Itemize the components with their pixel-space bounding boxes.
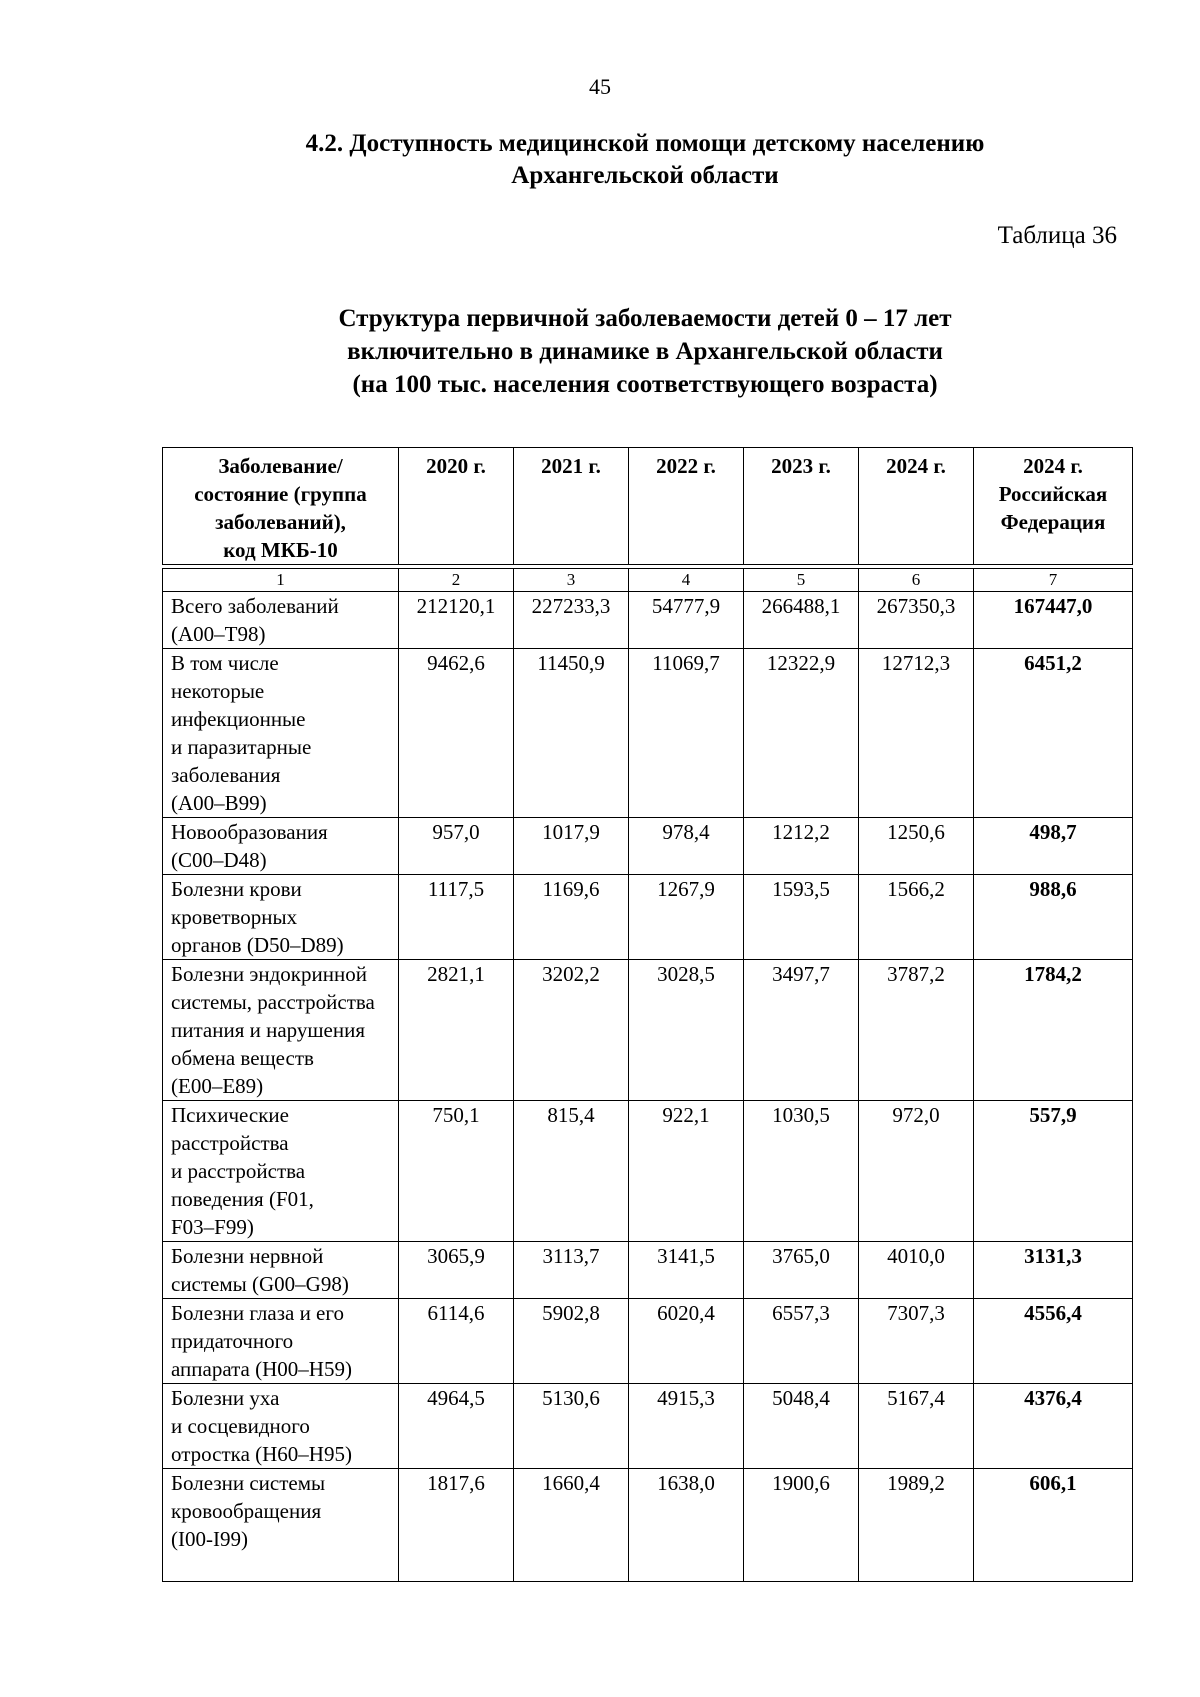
disease-name-line: Болезни нервной [171,1244,324,1268]
value-cell: 7307,3 [859,1299,974,1384]
header-rf-line: 2024 г. [1023,454,1083,478]
column-number: 4 [629,569,744,592]
disease-name-cell [163,1101,399,1242]
rf-value-cell: 3131,3 [974,1242,1133,1299]
disease-name-line: Болезни глаза и его [171,1301,344,1325]
value-cell: 1030,5 [744,1101,859,1242]
disease-name-line: расстройства [171,1131,289,1155]
disease-name-line: Болезни крови [171,877,302,901]
header-rf-line: Федерация [1000,510,1106,534]
value-cell: 750,1 [399,1101,514,1242]
disease-name-line: кровообращения [171,1499,322,1523]
header-2023: 2023 г. [744,448,859,565]
value-cell: 1900,6 [744,1469,859,1582]
rf-value-cell: 557,9 [974,1101,1133,1242]
disease-name-line: обмена веществ [171,1046,314,1070]
disease-name-line: придаточного [171,1329,294,1353]
disease-name-line: Психические [171,1103,289,1127]
value-cell: 12712,3 [859,649,974,818]
value-cell: 978,4 [629,818,744,875]
disease-name-line: заболевания [171,763,281,787]
table-header-row [163,448,1133,565]
header-2020: 2020 г. [399,448,514,565]
value-cell: 2821,1 [399,960,514,1101]
table-row [163,649,1133,818]
rf-value-cell: 606,1 [974,1469,1133,1582]
disease-name-line: (A00–T98) [171,622,266,646]
rf-value-cell: 4556,4 [974,1299,1133,1384]
column-number: 2 [399,569,514,592]
value-cell: 3065,9 [399,1242,514,1299]
value-cell: 1593,5 [744,875,859,960]
disease-name-cell [163,1299,399,1384]
value-cell: 1566,2 [859,875,974,960]
column-number: 6 [859,569,974,592]
column-number: 5 [744,569,859,592]
header-disease-line: состояние (группа [194,482,367,506]
disease-name-line: Болезни системы [171,1471,326,1495]
section-title-line: 4.2. Доступность медицинской помощи детскому населению [305,130,985,157]
value-cell: 11069,7 [629,649,744,818]
disease-name-line: (A00–B99) [171,791,267,815]
disease-name-cell [163,592,399,649]
disease-name-line: поведения (F01, [171,1187,314,1211]
value-cell: 11450,9 [514,649,629,818]
value-cell: 3497,7 [744,960,859,1101]
table-title-line: Структура первичной заболеваемости детей 0 – 17 лет [338,305,952,332]
value-cell: 1117,5 [399,875,514,960]
header-2022: 2022 г. [629,448,744,565]
table-row [163,818,1133,875]
value-cell: 815,4 [514,1101,629,1242]
value-cell: 4964,5 [399,1384,514,1469]
disease-name-cell [163,1384,399,1469]
value-cell: 266488,1 [744,592,859,649]
value-cell: 5167,4 [859,1384,974,1469]
table-title-line: включительно в динамике в Архангельской области [347,338,943,365]
value-cell: 1169,6 [514,875,629,960]
disease-name-cell [163,649,399,818]
value-cell: 1638,0 [629,1469,744,1582]
rf-value-cell: 988,6 [974,875,1133,960]
column-number: 7 [974,569,1133,592]
value-cell: 4010,0 [859,1242,974,1299]
column-number: 3 [514,569,629,592]
value-cell: 3141,5 [629,1242,744,1299]
table-row [163,875,1133,960]
header-2021: 2021 г. [514,448,629,565]
disease-name-line: (C00–D48) [171,848,267,872]
disease-name-line: инфекционные [171,707,306,731]
value-cell: 1250,6 [859,818,974,875]
column-number: 1 [163,569,399,592]
header-disease-line: Заболевание/ [218,454,343,478]
value-cell: 6557,3 [744,1299,859,1384]
value-cell: 3028,5 [629,960,744,1101]
value-cell: 972,0 [859,1101,974,1242]
value-cell: 12322,9 [744,649,859,818]
header-disease-line: заболеваний), [215,510,346,534]
disease-name-line: отростка (H60–H95) [171,1442,352,1466]
value-cell: 4915,3 [629,1384,744,1469]
value-cell: 6020,4 [629,1299,744,1384]
value-cell: 3202,2 [514,960,629,1101]
value-cell: 1660,4 [514,1469,629,1582]
value-cell: 1817,6 [399,1469,514,1582]
disease-name-line: Болезни эндокринной [171,962,367,986]
value-cell: 1212,2 [744,818,859,875]
value-cell: 227233,3 [514,592,629,649]
disease-name-cell [163,1242,399,1299]
value-cell: 1989,2 [859,1469,974,1582]
disease-name-line: В том числе [171,651,279,675]
value-cell: 212120,1 [399,592,514,649]
value-cell: 1017,9 [514,818,629,875]
disease-name-line: и сосцевидного [171,1414,310,1438]
header-rf-line: Российская [998,482,1108,506]
section-title-line: Архангельской области [511,162,779,189]
table-row [163,1242,1133,1299]
disease-name-line: (E00–E89) [171,1074,264,1098]
header-2024: 2024 г. [859,448,974,565]
disease-name-line: системы (G00–G98) [171,1272,349,1296]
disease-name-line: и расстройства [171,1159,306,1183]
value-cell: 3765,0 [744,1242,859,1299]
disease-name-line: и паразитарные [171,735,312,759]
table-title [160,302,1130,401]
header-disease-line: код МКБ-10 [223,538,338,562]
rf-value-cell: 6451,2 [974,649,1133,818]
value-cell: 267350,3 [859,592,974,649]
table-label: Таблица 36 [997,222,1117,249]
page-number: 45 [589,74,611,99]
section-title [160,128,1130,192]
value-cell: 922,1 [629,1101,744,1242]
table-row [163,1469,1133,1582]
table-row [163,960,1133,1101]
disease-name-line: аппарата (H00–H59) [171,1357,352,1381]
table-row [163,592,1133,649]
value-cell: 957,0 [399,818,514,875]
value-cell: 3113,7 [514,1242,629,1299]
disease-name-line: питания и нарушения [171,1018,366,1042]
disease-name-line: F03–F99) [171,1215,254,1239]
disease-name-line: некоторые [171,679,265,703]
disease-name-line: кроветворных [171,905,298,929]
header-disease [163,448,399,565]
disease-name-line: органов (D50–D89) [171,933,344,957]
table-row [163,1384,1133,1469]
value-cell: 5048,4 [744,1384,859,1469]
table-row [163,1299,1133,1384]
value-cell: 6114,6 [399,1299,514,1384]
table-row [163,1101,1133,1242]
disease-name-line: Новообразования [171,820,328,844]
value-cell: 9462,6 [399,649,514,818]
value-cell: 5902,8 [514,1299,629,1384]
table-title-line: (на 100 тыс. населения соответствующего возраста) [352,371,938,398]
disease-name-cell [163,818,399,875]
disease-name-line: Болезни уха [171,1386,280,1410]
value-cell: 54777,9 [629,592,744,649]
column-number-row [163,569,1133,592]
header-rf-2024 [974,448,1133,565]
morbidity-table [162,447,1133,1582]
disease-name-line: Всего заболеваний [171,594,339,618]
value-cell: 5130,6 [514,1384,629,1469]
disease-name-line: (I00-I99) [171,1527,248,1551]
disease-name-cell [163,1469,399,1582]
value-cell: 1267,9 [629,875,744,960]
disease-name-cell [163,875,399,960]
rf-value-cell: 498,7 [974,818,1133,875]
rf-value-cell: 4376,4 [974,1384,1133,1469]
rf-value-cell: 1784,2 [974,960,1133,1101]
rf-value-cell: 167447,0 [974,592,1133,649]
disease-name-line: системы, расстройства [171,990,375,1014]
value-cell: 3787,2 [859,960,974,1101]
disease-name-cell [163,960,399,1101]
